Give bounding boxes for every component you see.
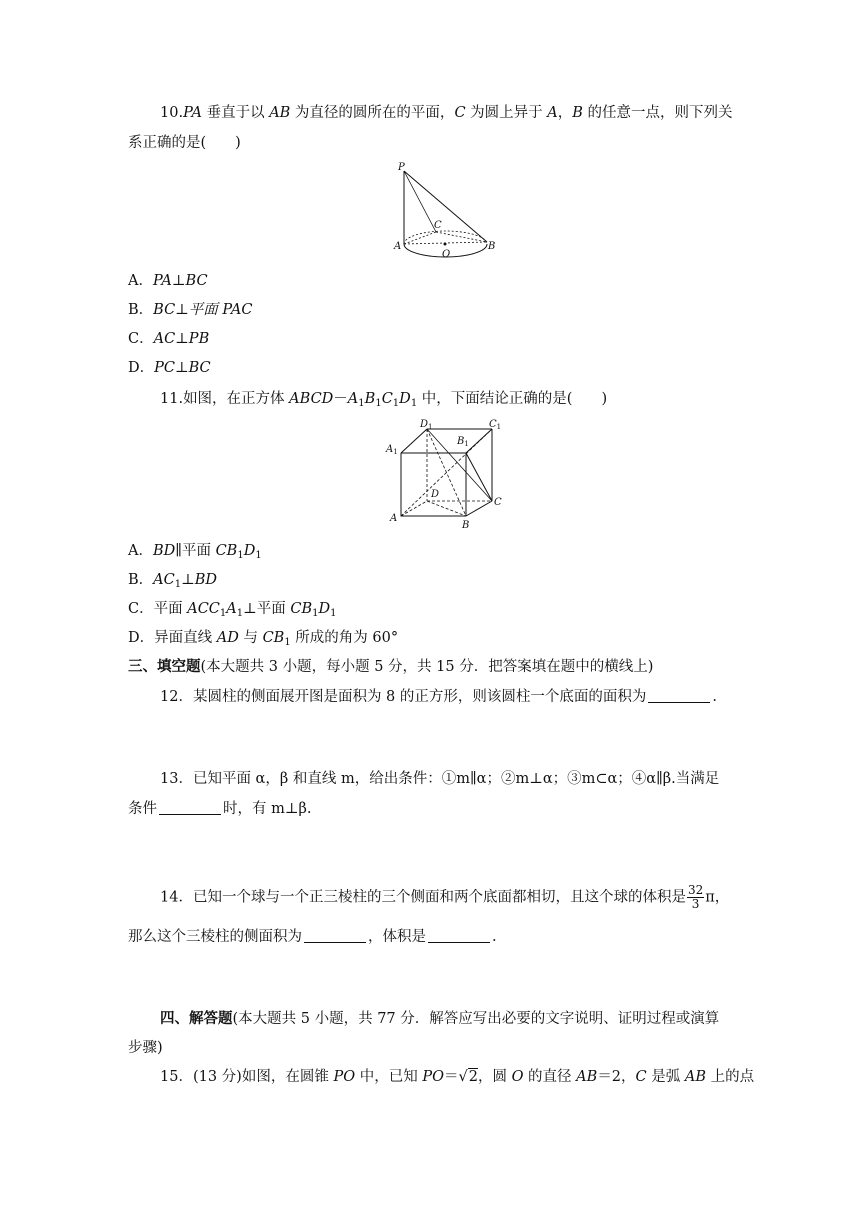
answer-blank[interactable] — [428, 928, 490, 943]
q11-option-a: A．BD∥平面 $CB_1D_1$ — [128, 543, 262, 561]
q10-line2: 系正确的是( ) — [128, 135, 241, 151]
label-C1: $C_1$ — [489, 419, 502, 431]
answer-blank[interactable] — [159, 800, 221, 815]
label-D: D — [431, 489, 440, 500]
label-A: A — [390, 513, 398, 524]
section4-heading: 四、解答题(本大题共 5 小题，共 77 分．解答应写出必要的文字说明、证明过程或演算 — [160, 1010, 720, 1027]
answer-blank[interactable] — [304, 928, 366, 943]
label-A: A — [394, 241, 402, 252]
sqrt-symbol: √2 — [458, 1069, 478, 1085]
label-B1: $B_1$ — [457, 436, 469, 448]
label-B: B — [488, 241, 496, 252]
q11-stem: 11.如图，在正方体 $ABCD-A_1B_1C_1D_1$ 中，下面结论正确的是( ) — [160, 391, 608, 409]
q10-option-a: A．PA⊥BC — [128, 273, 208, 289]
q10-option-c: C．AC⊥PB — [128, 331, 210, 347]
label-C: C — [434, 220, 442, 231]
label-A1: $A_1$ — [386, 444, 398, 456]
q11-cube-figure — [385, 415, 515, 535]
q12: 12．某圆柱的侧面展开图是面积为 8 的正方形，则该圆柱一个底面的面积为 . — [160, 689, 718, 705]
q10-option-d: D．PC⊥BC — [128, 360, 211, 376]
label-B: B — [462, 520, 470, 531]
q11-option-d: D．异面直线 AD 与 $CB_1$ 所成的角为 60° — [128, 630, 399, 648]
section3-heading: 三、填空题(本大题共 3 小题，每小题 5 分，共 15 分．把答案填在题中的横线上) — [128, 658, 654, 675]
q10-option-b: B．BC⊥平面 PAC — [128, 302, 253, 318]
section4-line2: 步骤) — [128, 1040, 163, 1056]
q11-option-b: B．$AC_1\perp BD$ — [128, 572, 218, 590]
fraction: $\frac{32}{3}$ — [687, 883, 704, 911]
label-D1: $D_1$ — [420, 419, 433, 431]
q14-line2: 那么这个三棱柱的侧面积为 ，体积是 . — [128, 929, 497, 945]
q10-cone-figure — [390, 160, 510, 260]
q13-line1: 13．已知平面 α，β 和直线 m，给出条件：①m∥α；②m⊥α；③m⊂α；④α∥β.当满足 — [160, 771, 720, 787]
q14-line1: 14．已知一个球与一个正三棱柱的三个侧面和两个底面都相切，且这个球的体积是 $\frac{32}{3}$ π， — [160, 883, 730, 911]
answer-blank[interactable] — [648, 688, 710, 703]
q10-line1: 10.PA 垂直于以 AB 为直径的圆所在的平面，C 为圆上异于 A，B 的任意一点，则下列关 — [160, 105, 733, 121]
q13-line2: 条件 时，有 m⊥β. — [128, 801, 312, 817]
q11-option-c: C．平面 $ACC_1A_1\perp$平面 $CB_1D_1$ — [128, 601, 337, 619]
label-C: C — [494, 497, 502, 508]
q15-line1: 15．(13 分)如图，在圆锥 PO 中，已知 PO＝√2，圆 O 的直径 AB＝2，C 是弧 AB 上的点 — [160, 1066, 732, 1088]
label-P: P — [398, 162, 405, 173]
label-O: O — [442, 249, 451, 260]
